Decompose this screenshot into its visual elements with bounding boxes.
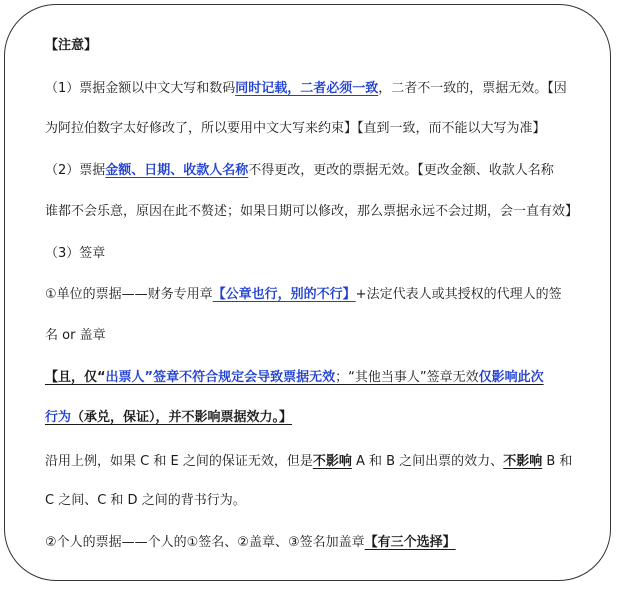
rule-1-line-1: （1）票据金额以中文大写和数码同时记载，二者必须一致，二者不一致的，票据无效。【因 bbox=[45, 81, 567, 96]
highlight-no-effect-2: 不影响 bbox=[503, 454, 543, 469]
example-line-1: 沿用上例，如果 C 和 E 之间的保证无效，但是不影响 A 和 B 之间出票的效力、不影响 B 和 bbox=[45, 454, 573, 469]
highlight-official-seal: 【公章也行，别的不行】 bbox=[212, 287, 356, 302]
rule-2-line-2: 谁都不会乐意，原因在此不赘述；如果日期可以修改，那么票据永远不会过期，会一直有效】 bbox=[45, 204, 579, 219]
highlight-no-effect-1: 不影响 bbox=[312, 454, 352, 469]
signature-note-line-1: 【且，仅“出票人”签章不符合规定会导致票据无效；“其他当事人”签章无效仅影响此次 bbox=[45, 370, 544, 385]
example-line-2: C 之间、C 和 D 之间的背书行为。 bbox=[45, 493, 246, 508]
signature-note-line-2: 行为（承兑，保证），并不影响票据效力。】 bbox=[45, 410, 293, 425]
highlight-unchangeable-items: 金额、日期、收款人名称 bbox=[105, 163, 249, 178]
rule-1-line-2: 为阿拉伯数字太好修改了，所以要用中文大写来约束】【直到一致，而不能以大写为准】 bbox=[45, 121, 546, 136]
personal-signature-line: ②个人的票据——个人的①签名、②盖章、③签名加盖章【有三个选择】 bbox=[45, 535, 456, 550]
highlight-drawer-signature: 出票人”签章不符合规定会导致票据无效 bbox=[105, 370, 336, 385]
notice-title: 【注意】 bbox=[45, 38, 98, 53]
rule-2-line-1: （2）票据金额、日期、收款人名称不得更改，更改的票据无效。【更改金额、收款人名称 bbox=[45, 163, 554, 178]
unit-signature-line-2: 名 or 盖章 bbox=[45, 328, 106, 343]
unit-signature-line-1: ①单位的票据——财务专用章【公章也行，别的不行】+法定代表人或其授权的代理人的签 bbox=[45, 287, 562, 302]
rule-3-title: （3）签章 bbox=[45, 246, 106, 261]
highlight-consistency: 同时记载，二者必须一致 bbox=[235, 81, 379, 96]
highlight-three-options: 【有三个选择】 bbox=[364, 535, 456, 550]
